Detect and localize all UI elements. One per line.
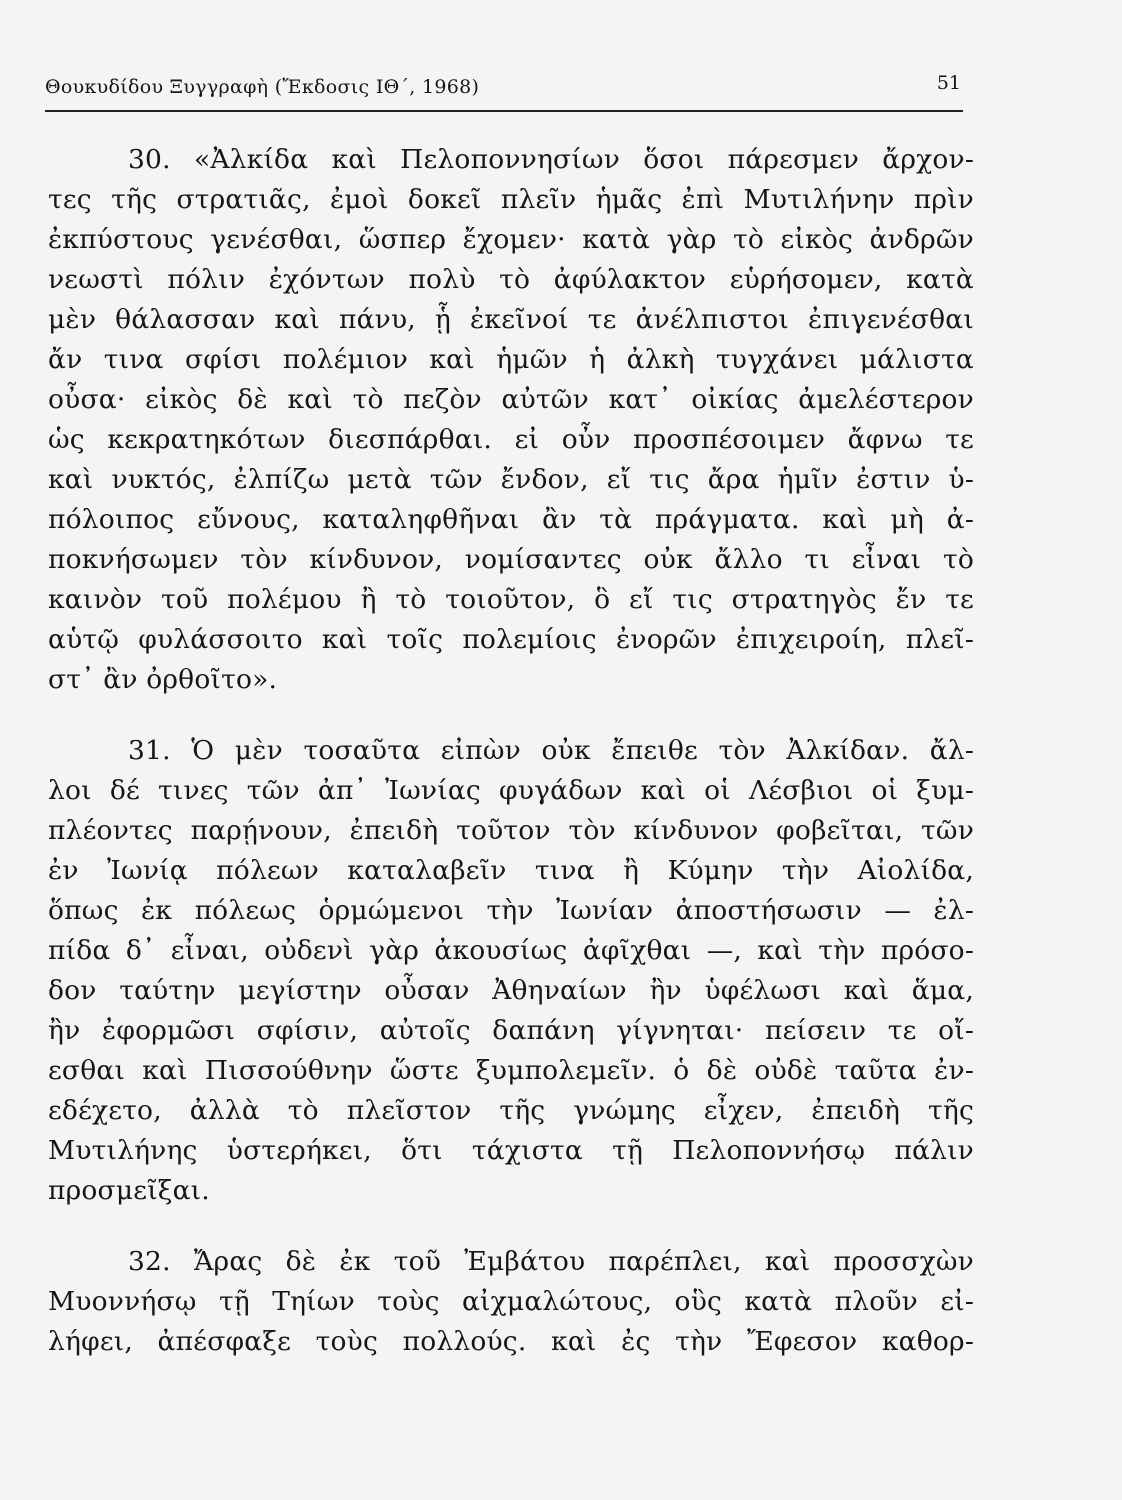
- text-line: τες τῆς στρατιᾶς, ἐμοὶ δοκεῖ πλεῖν ἡμᾶς ἐπὶ Μυτιλήνην πρὶν: [48, 184, 974, 215]
- text-line: Μυοννήσῳ τῇ Τηίων τοὺς αἰχμαλώτους, οὓς κατὰ πλοῦν εἰ-: [48, 1286, 974, 1317]
- text-line: 30. «Ἀλκίδα καὶ Πελοποννησίων ὅσοι πάρεσμεν ἄρχον-: [128, 144, 974, 175]
- text-line: ἄν τινα σφίσι πολέμιον καὶ ἡμῶν ἡ ἀλκὴ τυγχάνει μάλιστα: [48, 344, 974, 375]
- text-line: 31. Ὁ μὲν τοσαῦτα εἰπὼν οὐκ ἔπειθε τὸν Ἀλκίδαν. ἄλ-: [128, 735, 974, 766]
- text-line: προσμεῖξαι.: [48, 1175, 210, 1206]
- text-line: νεωστὶ πόλιν ἐχόντων πολὺ τὸ ἀφύλακτον εὑρήσομεν, κατὰ: [48, 264, 974, 295]
- text-line: πλέοντες παρῄνουν, ἐπειδὴ τοῦτον τὸν κίνδυνον φοβεῖται, τῶν: [48, 815, 974, 846]
- text-line: ἐν Ἰωνίᾳ πόλεων καταλαβεῖν τινα ἢ Κύμην τὴν Αἰολίδα,: [48, 855, 974, 886]
- paragraph-30: [48, 140, 974, 700]
- running-header: [45, 70, 963, 112]
- text-line: ἢν ἐφορμῶσι σφίσιν, αὐτοῖς δαπάνη γίγνηται· πείσειν τε οἴ-: [48, 1015, 974, 1046]
- text-line: ποκνήσωμεν τὸν κίνδυνον, νομίσαντες οὐκ ἄλλο τι εἶναι τὸ: [48, 544, 974, 575]
- paragraph-gap: [48, 1211, 974, 1242]
- text-line: 32. Ἄρας δὲ ἐκ τοῦ Ἐμβάτου παρέπλει, καὶ προσσχὼν: [128, 1246, 974, 1277]
- text-line: ὅπως ἐκ πόλεως ὁρμώμενοι τὴν Ἰωνίαν ἀποστήσωσιν — ἐλ-: [48, 895, 974, 926]
- text-line: ὡς κεκρατηκότων διεσπάρθαι. εἰ οὖν προσπέσοιμεν ἄφνω τε: [48, 424, 974, 455]
- paragraph-31: [48, 731, 974, 1211]
- header-title: Θουκυδίδου Ξυγγραφὴ (Ἔκδοσις ΙΘ΄, 1968): [45, 76, 480, 98]
- page-number: 51: [936, 72, 961, 94]
- text-line: εδέχετο, ἀλλὰ τὸ πλεῖστον τῆς γνώμης εἶχεν, ἐπειδὴ τῆς: [48, 1095, 974, 1126]
- paragraph-gap: [48, 700, 974, 731]
- text-line: αὑτῷ φυλάσσοιτο καὶ τοῖς πολεμίοις ἐνορῶν ἐπιχειροίη, πλεῖ-: [48, 624, 974, 655]
- text-line: οὖσα· εἰκὸς δὲ καὶ τὸ πεζὸν αὐτῶν κατ᾽ οἰκίας ἀμελέστερον: [48, 384, 974, 415]
- text-line: καινὸν τοῦ πολέμου ἢ τὸ τοιοῦτον, ὃ εἴ τις στρατηγὸς ἔν τε: [48, 584, 974, 615]
- text-line: ἐκπύστους γενέσθαι, ὥσπερ ἔχομεν· κατὰ γὰρ τὸ εἰκὸς ἀνδρῶν: [48, 224, 974, 255]
- text-line: εσθαι καὶ Πισσούθνην ὥστε ξυμπολεμεῖν. ὁ δὲ οὐδὲ ταῦτα ἐν-: [48, 1055, 974, 1086]
- body-text: [48, 140, 974, 1362]
- text-line: πόλοιπος εὔνους, καταληφθῆναι ἂν τὰ πράγματα. καὶ μὴ ἀ-: [48, 504, 974, 535]
- text-line: καὶ νυκτός, ἐλπίζω μετὰ τῶν ἔνδον, εἴ τις ἄρα ἡμῖν ἐστιν ὑ-: [48, 464, 974, 495]
- text-line: λοι δέ τινες τῶν ἀπ᾽ Ἰωνίας φυγάδων καὶ οἱ Λέσβιοι οἱ ξυμ-: [48, 775, 974, 806]
- text-line: στ᾽ ἂν ὀρθοῖτο».: [48, 664, 278, 695]
- text-line: πίδα δ᾽ εἶναι, οὐδενὶ γὰρ ἀκουσίως ἀφῖχθαι —, καὶ τὴν πρόσο-: [48, 935, 974, 966]
- text-line: λήφει, ἀπέσφαξε τοὺς πολλούς. καὶ ἐς τὴν Ἔφεσον καθορ-: [48, 1326, 974, 1357]
- text-line: Μυτιλήνης ὑστερήκει, ὅτι τάχιστα τῇ Πελοποννήσῳ πάλιν: [48, 1135, 974, 1166]
- text-line: μὲν θάλασσαν καὶ πάνυ, ᾗ ἐκεῖνοί τε ἀνέλπιστοι ἐπιγενέσθαι: [48, 304, 974, 335]
- paragraph-32: [48, 1242, 974, 1362]
- text-line: δον ταύτην μεγίστην οὖσαν Ἀθηναίων ἢν ὑφέλωσι καὶ ἅμα,: [48, 975, 974, 1006]
